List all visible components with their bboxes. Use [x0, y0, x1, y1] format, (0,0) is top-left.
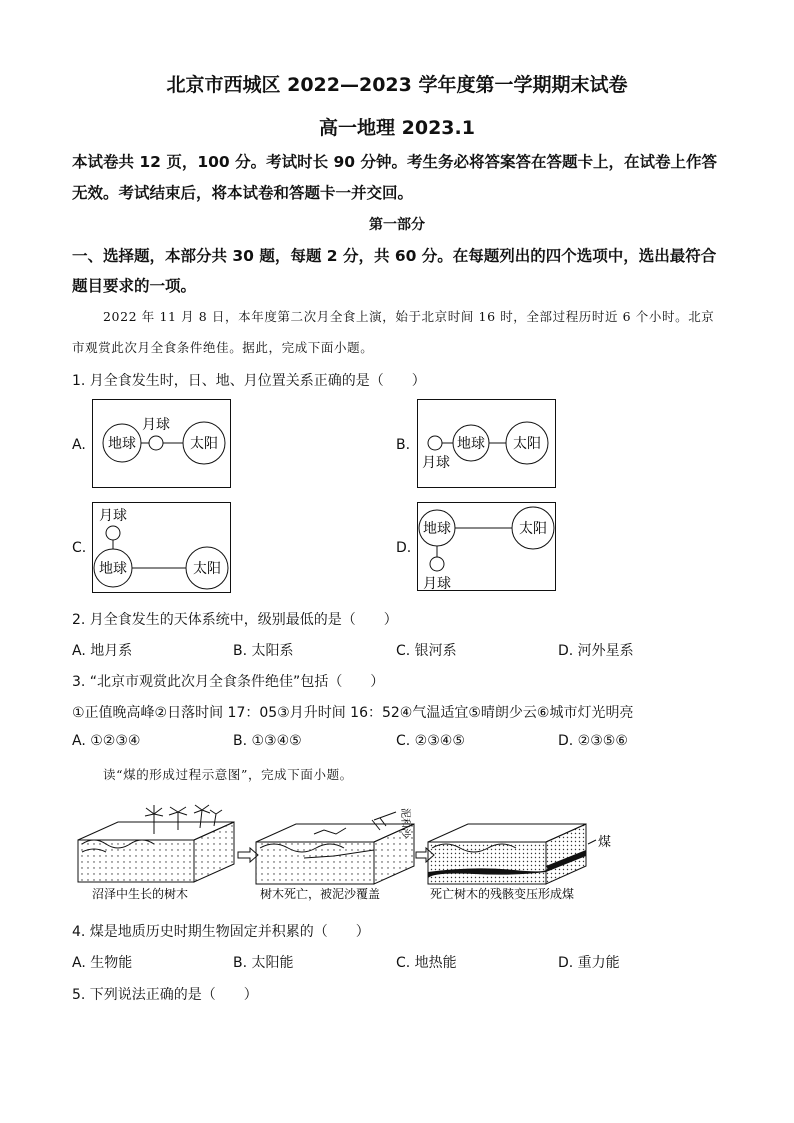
q4-option-b: B. 太阳能: [233, 955, 294, 971]
panel-3-coal-seam: [428, 824, 596, 884]
q2-option-c: C. 银河系: [396, 643, 457, 659]
q1-option-d-letter: D.: [396, 540, 412, 556]
q1-option-c-diagram: [92, 502, 232, 594]
q3-option-a: A. ①②③④: [72, 733, 141, 749]
q4-option-a: A. 生物能: [72, 955, 133, 971]
sun-label: 太阳: [190, 436, 218, 452]
page-subtitle: 高一地理 2023.1: [319, 117, 475, 139]
q1-option-c-letter: C.: [72, 540, 87, 556]
q4-option-c: C. 地热能: [396, 955, 457, 971]
passage-1-line-2: 市观赏此次月全食条件绝佳。据此，完成下面小题。: [72, 340, 374, 355]
q1-option-a-diagram: [92, 399, 232, 489]
q3-option-d: D. ②③⑤⑥: [558, 733, 628, 749]
moon-label: 月球: [423, 576, 451, 592]
sun-label: 太阳: [519, 521, 547, 537]
coal-label: 煤: [598, 835, 612, 850]
moon-icon: [106, 526, 120, 540]
moon-icon: [428, 436, 442, 450]
q2-option-d: D. 河外星系: [558, 643, 634, 659]
section-line-2: 题目要求的一项。: [72, 277, 197, 295]
earth-label: 地球: [457, 436, 485, 452]
earth-label: 地球: [423, 521, 451, 537]
question-4-stem: 4. 煤是地质历史时期生物固定并积累的（ ）: [72, 924, 370, 940]
sand-label: 泥和沙: [399, 808, 410, 838]
q2-option-a: A. 地月系: [72, 643, 133, 659]
question-3-stem: 3. “北京市观赏此次月全食条件绝佳”包括（ ）: [72, 674, 385, 690]
panel-2-buried-trees: [256, 812, 414, 884]
moon-label: 月球: [422, 455, 450, 471]
moon-icon: [149, 436, 163, 450]
section-line-1: 一、选择题，本部分共 30 题，每题 2 分，共 60 分。在每题列出的四个选项中，选出最符合: [72, 247, 717, 265]
question-3-conditions: ①正值晚高峰②日落时间 17：05③月升时间 16：52④气温适宜⑤晴朗少云⑥城市灯光明亮: [72, 705, 634, 721]
sun-label: 太阳: [513, 436, 541, 452]
q4-option-d: D. 重力能: [558, 955, 620, 971]
panel-1-swamp-trees: [78, 805, 234, 882]
page-title: 北京市西城区 2022—2023 学年度第一学期期末试卷: [166, 74, 628, 96]
arrow-icon: [238, 848, 258, 862]
instructions-line-1: 本试卷共 12 页，100 分。考试时长 90 分钟。考生务必将答案答在答题卡上，在试卷上作答: [72, 153, 717, 171]
q1-option-d-diagram: [417, 502, 557, 594]
passage-2: 读“煤的形成过程示意图”，完成下面小题。: [103, 767, 353, 782]
q2-option-b: B. 太阳系: [233, 643, 294, 659]
sun-label: 太阳: [193, 561, 221, 577]
passage-1-line-1: 2022 年 11 月 8 日，本年度第二次月全食上演，始于北京时间 16 时，全部过程历时近 6 个小时。北京: [103, 309, 715, 324]
coal-formation-figure: [74, 800, 634, 910]
earth-label: 地球: [108, 436, 136, 452]
q3-option-b: B. ①③④⑤: [233, 733, 302, 749]
q1-option-b-diagram: [417, 399, 557, 489]
q3-option-c: C. ②③④⑤: [396, 733, 465, 749]
question-1-stem: 1. 月全食发生时，日、地、月位置关系正确的是（ ）: [72, 373, 426, 389]
question-2-stem: 2. 月全食发生的天体系统中，级别最低的是（ ）: [72, 612, 398, 628]
moon-icon: [430, 557, 444, 571]
moon-label: 月球: [142, 417, 170, 433]
earth-label: 地球: [99, 561, 127, 577]
panel-3-caption: 死亡树木的残骸变压形成煤: [430, 887, 575, 901]
q1-option-a-letter: A.: [72, 437, 86, 453]
instructions-line-2: 无效。考试结束后，将本试卷和答题卡一并交回。: [72, 184, 414, 202]
panel-2-caption: 树木死亡，被泥沙覆盖: [260, 887, 381, 901]
panel-1-caption: 沼泽中生长的树木: [92, 887, 189, 901]
q1-option-b-letter: B.: [396, 437, 411, 453]
question-5-stem: 5. 下列说法正确的是（ ）: [72, 987, 258, 1003]
part-heading: 第一部分: [369, 217, 425, 233]
moon-label: 月球: [99, 508, 127, 524]
